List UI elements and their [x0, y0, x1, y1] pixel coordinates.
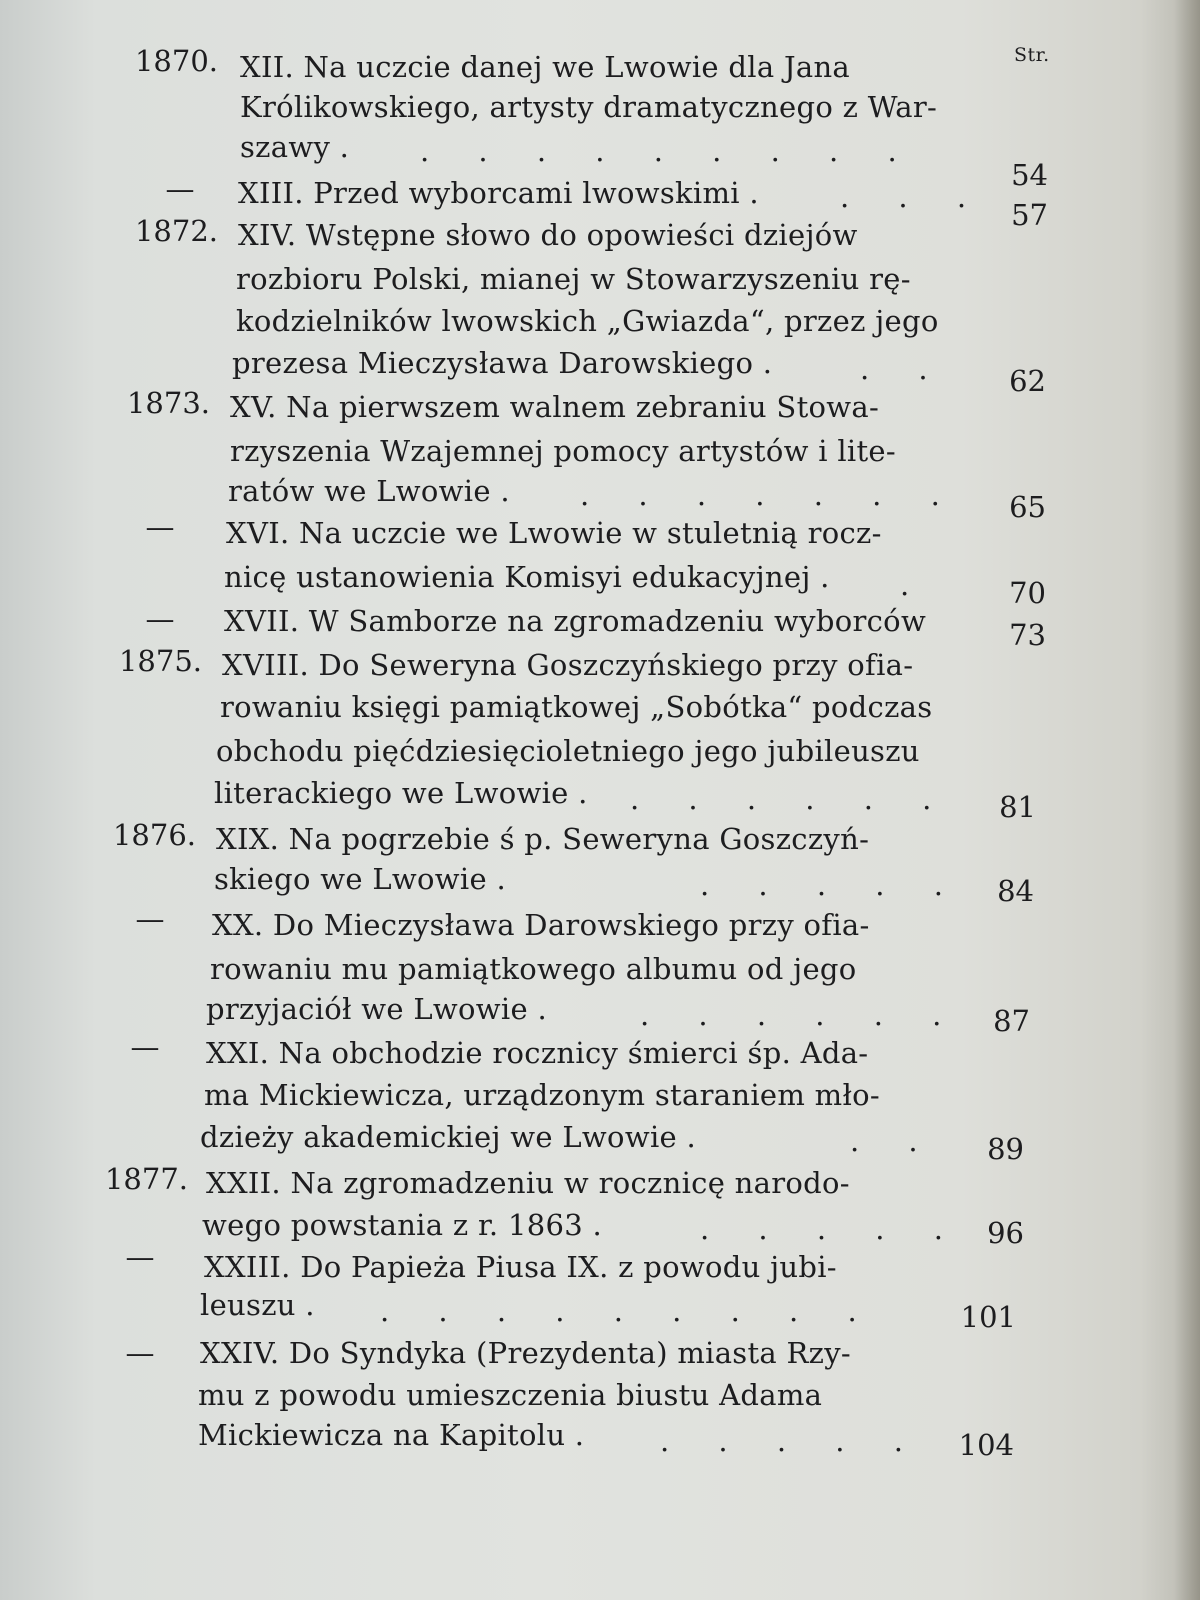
- entry-year: 1875.: [118, 644, 202, 678]
- entry-line: wego powstania z r. 1863 .: [202, 1208, 603, 1242]
- entry-line: XXIII. Do Papieża Piusa IX. z powodu jubi-: [204, 1250, 837, 1284]
- entry-year: 1872.: [134, 214, 218, 248]
- leader-dots: . . . . .: [700, 868, 963, 902]
- leader-dots: . . . . . . . . .: [420, 134, 917, 168]
- entry-year: —: [125, 1240, 155, 1274]
- entry-page-number: 87: [993, 1004, 1030, 1038]
- entry-line: XIII. Przed wyborcami lwowskimi .: [238, 176, 759, 210]
- entry-page-number: 70: [1009, 576, 1046, 610]
- entry-line: ma Mickiewicza, urządzonym staraniem mło-: [204, 1078, 881, 1112]
- entry-year: 1870.: [134, 44, 218, 78]
- entry-page-number: 104: [958, 1428, 1014, 1462]
- leader-dots: . . . . . .: [640, 998, 962, 1032]
- entry-line: rowaniu mu pamiątkowego albumu od jego: [210, 952, 857, 986]
- entry-year: —: [135, 902, 165, 936]
- entry-line: XVIII. Do Seweryna Goszczyńskiego przy ofia-: [222, 648, 914, 682]
- entry-year: 1873.: [126, 386, 210, 420]
- entry-year: 1876.: [112, 818, 196, 852]
- entry-line: leuszu .: [200, 1288, 315, 1322]
- entry-line: Mickiewicza na Kapitolu .: [198, 1418, 585, 1452]
- entry-year: —: [165, 172, 195, 206]
- entry-page-number: 73: [1009, 618, 1046, 652]
- entry-page-number: 101: [960, 1300, 1016, 1334]
- entry-line: nicę ustanowienia Komisyi edukacyjnej .: [224, 560, 830, 594]
- entry-year: —: [125, 1336, 155, 1370]
- entry-line: XX. Do Mieczysława Darowskiego przy ofia-: [212, 908, 870, 942]
- entry-page-number: 57: [1011, 198, 1048, 232]
- entry-line: rozbioru Polski, mianej w Stowarzyszeniu rę-: [236, 262, 911, 296]
- entry-year: —: [145, 510, 175, 544]
- entry-line: mu z powodu umieszczenia biustu Adama: [198, 1378, 823, 1412]
- leader-dots: . . . . . . .: [580, 478, 960, 512]
- entry-page-number: 89: [987, 1132, 1024, 1166]
- leader-dots: .: [900, 568, 930, 602]
- leader-dots: . . . . . .: [630, 782, 952, 816]
- entry-line: dzieży akademickiej we Lwowie .: [200, 1120, 697, 1154]
- entry-line: rzyszenia Wzajemnej pomocy artystów i lite-: [230, 434, 896, 468]
- entry-line: prezesa Mieczysława Darowskiego .: [232, 346, 773, 380]
- entry-page-number: 84: [997, 874, 1034, 908]
- entry-line: XXIV. Do Syndyka (Prezydenta) miasta Rzy-: [200, 1336, 852, 1370]
- entry-line: rowaniu księgi pamiątkowej „Sobótka“ podczas: [220, 690, 933, 724]
- entry-line: XXII. Na zgromadzeniu w rocznicę narodo-: [206, 1166, 850, 1200]
- entry-page-number: 96: [987, 1216, 1024, 1250]
- entry-line: XIX. Na pogrzebie ś p. Seweryna Goszczyń-: [216, 822, 870, 856]
- entry-year: —: [130, 1030, 160, 1064]
- entry-line: szawy .: [240, 130, 350, 164]
- entry-line: obchodu pięćdziesięcioletniego jego jubileuszu: [216, 734, 920, 768]
- entry-page-number: 62: [1009, 364, 1046, 398]
- entry-line: XII. Na uczcie danej we Lwowie dla Jana: [240, 50, 851, 84]
- leader-dots: . . .: [840, 180, 987, 214]
- entry-line: XXI. Na obchodzie rocznicy śmierci śp. Ada-: [206, 1036, 869, 1070]
- entry-line: Królikowskiego, artysty dramatycznego z War-: [240, 90, 938, 124]
- leader-dots: . . . . . . . . .: [380, 1294, 877, 1328]
- entry-line: XVII. W Samborze na zgromadzeniu wyborców: [224, 604, 927, 638]
- entry-page-number: 65: [1009, 490, 1046, 524]
- entry-line: kodzielników lwowskich „Gwiazda“, przez jego: [236, 304, 939, 338]
- entry-line: przyjaciół we Lwowie .: [206, 992, 548, 1026]
- leader-dots: . . . . .: [700, 1212, 963, 1246]
- entry-line: XVI. Na uczcie we Lwowie w stuletnią rocz-: [226, 516, 882, 550]
- entry-page-number: 81: [999, 790, 1036, 824]
- pages-column-header: Str.: [1014, 44, 1050, 66]
- leader-dots: . . . . .: [660, 1424, 923, 1458]
- entry-page-number: 54: [1011, 158, 1048, 192]
- entry-line: XIV. Wstępne słowo do opowieści dziejów: [238, 218, 858, 252]
- entry-line: ratów we Lwowie .: [228, 474, 510, 508]
- entry-line: XV. Na pierwszem walnem zebraniu Stowa-: [230, 390, 880, 424]
- leader-dots: . .: [860, 352, 948, 386]
- entry-year: 1877.: [104, 1162, 188, 1196]
- entry-line: skiego we Lwowie .: [214, 862, 506, 896]
- leader-dots: . .: [850, 1124, 938, 1158]
- entry-line: literackiego we Lwowie .: [214, 776, 588, 810]
- entry-year: —: [145, 602, 175, 636]
